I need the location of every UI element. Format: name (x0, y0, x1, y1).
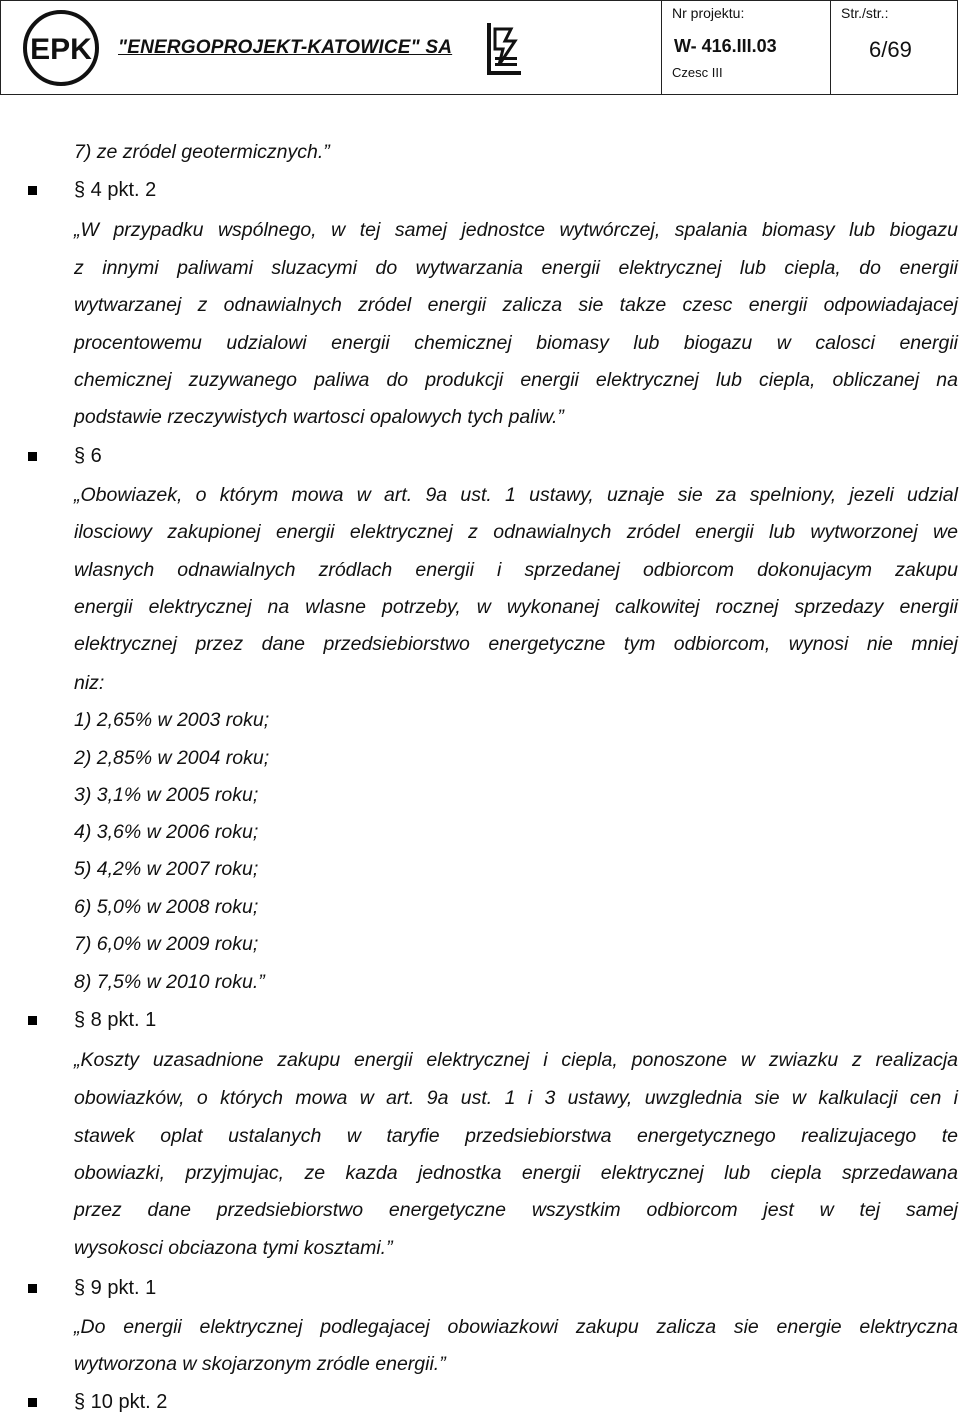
list-item: 5) 4,2% w 2007 roku; (74, 858, 259, 880)
project-number: W- 416.III.03 (674, 36, 777, 56)
paragraph-line: „Do energii elektrycznej podlegajacej obowiazkowi zakupu zalicza sie energie elektryczna (74, 1316, 958, 1338)
paragraph-line: z innymi paliwami sluzacymi do wytwarzania energii elektrycznej lub ciepla, do energii (74, 257, 958, 279)
list-item: 7) ze zródel geotermicznych.” (74, 141, 330, 163)
list-item: 4) 3,6% w 2006 roku; (74, 821, 259, 843)
page-number: 6/69 (869, 37, 912, 62)
project-label: Nr projektu: (672, 5, 745, 21)
paragraph-line: wlasnych odnawialnych zródlach energii i sprzedanej odbiorcom dokonujacym zakupu (74, 559, 958, 581)
paragraph-line: wytworzona w skojarzonym zródle energii.” (74, 1353, 446, 1375)
bullet-icon (28, 1398, 37, 1407)
paragraph-line: „Obowiazek, o którym mowa w art. 9a ust. 1 ustawy, uznaje sie za spelniony, jezeli udzial (74, 484, 958, 506)
paragraph-line: obowiazków, o których mowa w art. 9a ust. 1 i 3 ustawy, uwzglednia sie w kalkulacji cen i (74, 1087, 958, 1109)
paragraph-line: ilosciowy zakupionej energii elektrycznej z odnawialnych zródel energii lub wytworzonej we (74, 521, 958, 543)
paragraph-line: procentowemu udzialowi energii chemicznej biomasy lub biogazu w calosci energii (74, 332, 958, 354)
paragraph-line: wytwarzanej z odnawialnych zródel energii zalicza sie takze czesc energii odpowiadajacej (74, 294, 958, 316)
page-label: Str./str.: (841, 5, 889, 21)
list-item: 7) 6,0% w 2009 roku; (74, 933, 259, 955)
list-item: 6) 5,0% w 2008 roku; (74, 896, 259, 918)
paragraph-line: elektrycznej przez dane przedsiebiorstwo energetyczne tym odbiorcom, wynosi nie mniej (74, 633, 958, 655)
company-name: "ENERGOPROJEKT-KATOWICE" SA (118, 37, 453, 58)
project-part: Czesc III (672, 65, 723, 80)
bullet-icon (28, 186, 37, 195)
paragraph-line: energii elektrycznej na wlasne potrzeby, w wykonanej calkowitej rocznej sprzedazy energii (74, 596, 958, 618)
list-item: 8) 7,5% w 2010 roku.” (74, 971, 265, 993)
bullet-icon (28, 452, 37, 461)
bullet-icon (28, 1016, 37, 1025)
list-item: 1) 2,65% w 2003 roku; (74, 709, 270, 731)
paragraph-line: „Koszty uzasadnione zakupu energii elektrycznej i ciepla, ponoszone w zwiazku z realizacja (74, 1049, 958, 1071)
paragraph-line: stawek oplat ustalanych w taryfie przedsiebiorstwa energetycznego realizujacego te (74, 1125, 958, 1147)
bullet-icon (28, 1284, 37, 1293)
paragraph-line: przez dane przedsiebiorstwo energetyczne wszystkim odbiorcom jest w tej samej (74, 1199, 958, 1221)
logo-text: EPK (30, 33, 92, 66)
paragraph-line: chemicznej zuzywanego paliwa do produkcji energii elektrycznej lub ciepla, obliczanej na (74, 369, 958, 391)
paragraph-line: „W przypadku wspólnego, w tej samej jednostce wytwórczej, spalania biomasy lub biogazu (74, 219, 958, 241)
list-item: 3) 3,1% w 2005 roku; (74, 784, 259, 806)
paragraph-line: niz: (74, 672, 105, 694)
paragraph-line: wysokosci obciazona tymi kosztami.” (74, 1237, 393, 1259)
list-item: 2) 2,85% w 2004 roku; (74, 747, 270, 769)
paragraph-line: obowiazki, przyjmujac, ze kazda jednostka energii elektrycznej lub ciepla sprzedawana (74, 1162, 958, 1184)
document-body: 7) ze zródel geotermicznych.” § 4 pkt. 2 „W przypadku wspólnego, w tej samej jednostce wytwórczej, spalania biomasy lub biogazu z innymi paliwami sluzacymi do wytwarzania energii elektrycznej lub ciepla, do energii wytwarzanej z odnawialnych zródel energii zalicza sie takze czesc energii odpowiadajacej procentowemu udzialowi energii chemicznej biomasy lub biogazu w calosci energii chemicznej zuzywanego paliwa do produkcji energii elektrycznej lub ciepla, obliczanej na podstawie rzeczywistych wartosci opalowych tych paliw.” § 6 „Obowiazek, o którym mowa w art. 9a ust. 1 ustawy, uznaje sie za spelniony, jezeli udzial ilosciowy zakupionej energii elektrycznej z odnawialnych zródel energii lub wytworzonej we wlasnych odnawialnych zródlach energii i sprzedanej odbiorcom dokonujacym zakupu energii elektrycznej na wlasne potrzeby, w wykonanej calkowitej rocznej sprzedazy energii elektrycznej przez dane przedsiebiorstwo energetyczne tym odbiorcom, wynosi nie mniej niz: 1) 2,65% w 2003 roku; 2) 2,85% w 2004 roku; 3) 3,1% w 2005 roku; 4) 3,6% w 2006 roku; 5) 4,2% w 2007 roku; 6) 5,0% w 2008 roku; 7) 6,0% w 2009 roku; 8) 7,5% w 2010 roku.” § 8 pkt. 1 „Koszty uzasadnione zakupu energii elektrycznej i ciepla, ponoszone w zwiazku z realizacja obowiazków, o których mowa w art. 9a ust. 1 i 3 ustawy, uwzglednia sie w kalkulacji cen i stawek oplat ustalanych w taryfie przedsiebiorstwa energetycznego realizujacego te obowiazki, przyjmujac, ze kazda jednostka energii elektrycznej lub ciepla sprzedawana przez dane przedsiebiorstwo energetyczne wszystkim odbiorcom jest w tej samej wysokosci obciazona tymi kosztami.” § 9 pkt. 1 „Do energii elektrycznej podlegajacej obowiazkowi zakupu zalicza sie energie elektryczna wytworzona w skojarzonym zródle energii.” § 10 pkt. 2 (0, 0, 960, 1416)
paragraph-line: podstawie rzeczywistych wartosci opalowych tych paliw.” (74, 406, 564, 428)
